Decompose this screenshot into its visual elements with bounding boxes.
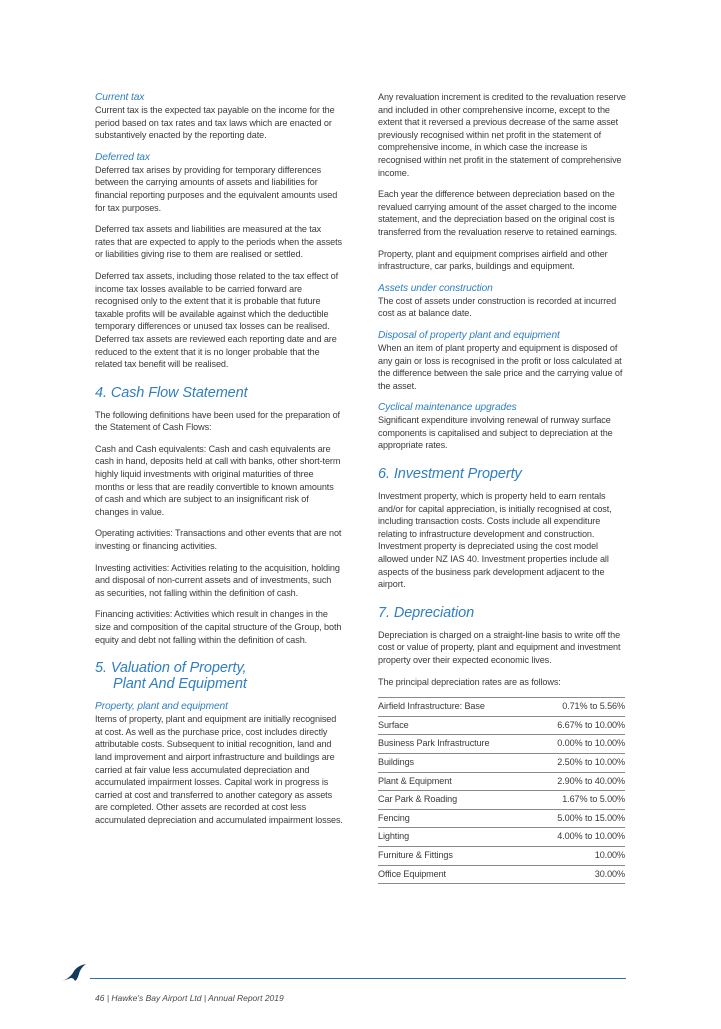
rate-name: Furniture & Fittings: [378, 846, 532, 865]
assets-construction-text: The cost of assets under construction is recorded at incurred cost as at balance date.: [378, 295, 617, 319]
rate-value: 0.71% to 5.56%: [532, 698, 625, 717]
deferred-tax-p2: Deferred tax assets and liabilities are measured at the tax rates that are expected to apply to the periods when the assets or liabilities giving rise to them are realised or settled.: [95, 224, 342, 260]
right-column: [378, 91, 628, 884]
ppe-text: Items of property, plant and equipment are initially recognised at cost. As well as the purchase price, cost includes directly attributable costs. Subsequent to initial recognition, land and land improvement and airport infrastructure and buildings are carried at fair value less accumulated depreciation and accumulated impairment losses. Capital work in progress is carried at cost and transferred to another category as assets are completed. Other assets are recorded at cost less accumulated depreciation and accumulated impairment losses.: [95, 714, 343, 825]
left-column: [95, 91, 343, 836]
rate-value: 6.67% to 10.00%: [532, 716, 625, 735]
rate-name: Car Park & Roading: [378, 791, 532, 810]
disposal-text: When an item of plant property and equipment is disposed of any gain or loss is recognised in the profit or loss calculated at the difference between the sale price and the carrying value of the asset.: [378, 342, 623, 391]
table-row: [378, 753, 625, 772]
assets-construction-heading: Assets under construction: [378, 282, 493, 294]
footer-rule: [90, 978, 626, 979]
table-row: [378, 865, 625, 884]
rate-name: Lighting: [378, 828, 532, 847]
valuation-heading-line2: Plant And Equipment: [113, 676, 247, 693]
investment-heading: 6. Investment Property: [378, 466, 522, 483]
depreciation-p2: The principal depreciation rates are as follows:: [378, 676, 561, 687]
depreciation-heading: 7. Depreciation: [378, 604, 475, 621]
rate-name: Office Equipment: [378, 865, 532, 884]
depreciation-rates-table: [378, 697, 625, 884]
rate-value: 0.00% to 10.00%: [532, 735, 625, 754]
ppe-subheading: Property, plant and equipment: [95, 701, 228, 713]
cash-flow-heading: 4. Cash Flow Statement: [95, 384, 248, 401]
table-row: [378, 828, 625, 847]
current-tax-text: Current tax is the expected tax payable on the income for the period based on tax rates and tax laws which are enacted or substantively enacted by the reporting date.: [95, 105, 335, 141]
revaluation-p1: Any revaluation increment is credited to the revaluation reserve and included in other comprehensive income, except to the extent that it reversed a previous decrease of the same asset previously recognised within net profit in the statement of comprehensive income, in which case the increase is recognised within net profit in the statement of comprehensive income.: [378, 92, 626, 178]
revaluation-p3: Property, plant and equipment comprises airfield and other infrastructure, car parks, buildings and equipment.: [378, 248, 608, 272]
rate-value: 10.00%: [532, 846, 625, 865]
table-row: [378, 809, 625, 828]
rate-name: Surface: [378, 716, 532, 735]
table-row: [378, 716, 625, 735]
rate-value: 2.50% to 10.00%: [532, 753, 625, 772]
cash-flow-p2: Cash and Cash equivalents: Cash and cash equivalents are cash in hand, deposits held at call with banks, other short-term highly liquid investments with original maturities of three months or less that are readily convertible to known amounts of cash and which are subject to an insignificant risk of changes in value.: [95, 443, 341, 517]
cash-flow-p1: The following definitions have been used for the preparation of the Statement of Cash Flows:: [95, 409, 340, 433]
rate-name: Plant & Equipment: [378, 772, 532, 791]
rate-value: 1.67% to 5.00%: [532, 791, 625, 810]
cash-flow-p4: Investing activities: Activities relating to the acquisition, holding and disposal of non-current assets and of investments, such as securities, not falling within the definition of cash.: [95, 562, 340, 598]
rate-name: Fencing: [378, 809, 532, 828]
table-row: [378, 791, 625, 810]
depreciation-p1: Depreciation is charged on a straight-line basis to write off the cost or value of property, plant and equipment and investment property over their expected economic lives.: [378, 629, 621, 665]
rate-value: 4.00% to 10.00%: [532, 828, 625, 847]
rate-name: Business Park Infrastructure: [378, 735, 532, 754]
deferred-tax-p3: Deferred tax assets, including those related to the tax effect of income tax losses available to be carried forward are recognised only to the extent that it is probable that future taxable profits will be available against which the deductible temporary differences or unused tax losses can be realised. Deferred tax assets are reviewed each reporting date and are reduced to the extent that it is no longer probable that the related tax benefit will be realised.: [95, 270, 339, 370]
current-tax-heading: Current tax: [95, 92, 145, 103]
rate-value: 2.90% to 40.00%: [532, 772, 625, 791]
cash-flow-p3: Operating activities: Transactions and other events that are not investing or financing activities.: [95, 528, 342, 552]
rate-name: Airfield Infrastructure: Base: [378, 698, 532, 717]
cyclical-text: Significant expenditure involving renewal of runway surface components is capitalised and subject to depreciation at the appropriate rates.: [378, 415, 613, 451]
table-row: [378, 772, 625, 791]
deferred-tax-heading: Deferred tax: [95, 151, 150, 163]
cash-flow-p5: Financing activities: Activities which result in changes in the size and composition of the capital structure of the Group, both equity and debt not falling within the definition of cash.: [95, 609, 342, 645]
valuation-heading: [95, 660, 343, 692]
table-row: [378, 846, 625, 865]
disposal-heading: Disposal of property plant and equipment: [378, 329, 560, 341]
rate-value: 5.00% to 15.00%: [532, 809, 625, 828]
investment-text: Investment property, which is property held to earn rentals and/or for capital appreciation, is initially recognised at cost, including transaction costs. Costs include all expenditure relating to infrastructure development and construction. Investment property is depreciated using the cost model allowed under NZ IAS 40. Investment properties include all aspects of the business park development adjacent to the airport.: [378, 491, 612, 590]
cyclical-heading: Cyclical maintenance upgrades: [378, 402, 517, 414]
table-row: [378, 735, 625, 754]
valuation-heading-line1: 5. Valuation of Property,: [95, 660, 247, 677]
deferred-tax-p1: Deferred tax arises by providing for temporary differences between the carrying amounts of assets and liabilities for financial reporting purposes and the equivalent amounts used for tax purposes.: [95, 164, 338, 213]
footer-text: 46 | Hawke's Bay Airport Ltd | Annual Report 2019: [95, 993, 284, 1003]
hawk-logo-icon: [60, 963, 88, 983]
revaluation-p2: Each year the difference between depreciation based on the revalued carrying amount of the asset charged to the income statement, and the depreciation based on the original cost is transferred from the revaluation reserve to retained earnings.: [378, 189, 617, 237]
table-row: [378, 698, 625, 717]
rate-value: 30.00%: [532, 865, 625, 884]
rate-name: Buildings: [378, 753, 532, 772]
